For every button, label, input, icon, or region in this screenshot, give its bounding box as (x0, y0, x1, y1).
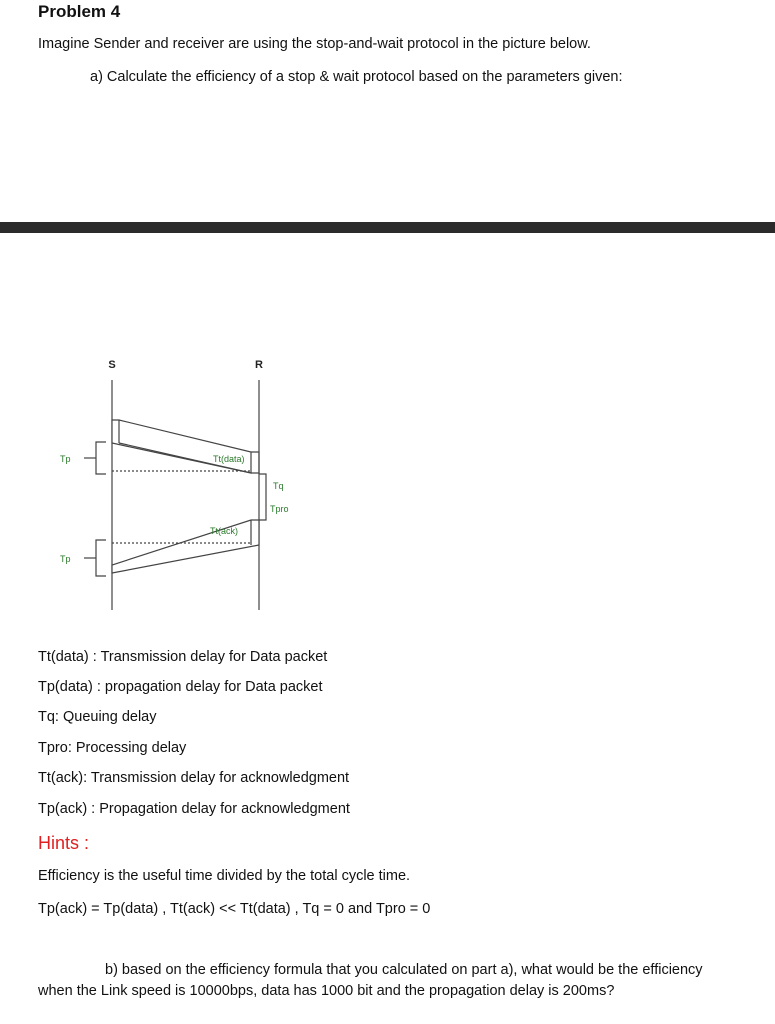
tp-label-2: Tp (60, 554, 71, 564)
hint-assumptions: Tp(ack) = Tp(data) , Tt(ack) << Tt(data) , Tq = 0 and Tpro = 0 (38, 901, 431, 917)
definition-tt-ack: Tt(ack): Transmission delay for acknowledgment (38, 770, 350, 786)
page-divider (0, 222, 775, 233)
tq-tpro-bracket (259, 474, 266, 520)
part-b-question-line1: b) based on the efficiency formula that you calculated on part a), what would be the efficiency (105, 962, 703, 978)
definition-tp-ack: Tp(ack) : Propagation delay for acknowledgment (38, 801, 350, 817)
tt-data-bracket (251, 452, 259, 473)
tp-label-1: Tp (60, 454, 71, 464)
tp-bracket-1 (96, 442, 106, 474)
tt-data-label: Tt(data) (213, 454, 245, 464)
tp-bracket-2 (96, 540, 106, 576)
receiver-label: R (255, 359, 263, 371)
hint-efficiency: Efficiency is the useful time divided by the total cycle time. (38, 868, 411, 884)
part-a-question: a) Calculate the efficiency of a stop & wait protocol based on the parameters given: (90, 69, 623, 85)
part-b-question-line2: when the Link speed is 10000bps, data has 1000 bit and the propagation delay is 200ms? (38, 983, 615, 999)
problem-intro: Imagine Sender and receiver are using the stop-and-wait protocol in the picture below. (38, 36, 591, 52)
tq-label: Tq (273, 481, 284, 491)
definition-tq: Tq: Queuing delay (38, 709, 157, 725)
sender-label: S (108, 359, 116, 371)
hints-heading: Hints : (38, 833, 90, 853)
problem-title: Problem 4 (38, 2, 121, 21)
definition-tpro: Tpro: Processing delay (38, 740, 187, 756)
definition-tt-data: Tt(data) : Transmission delay for Data packet (38, 649, 328, 665)
stop-and-wait-diagram (0, 340, 320, 620)
tpro-label: Tpro (270, 504, 289, 514)
definition-tp-data: Tp(data) : propagation delay for Data packet (38, 679, 323, 695)
tt-ack-label: Tt(ack) (210, 526, 238, 536)
